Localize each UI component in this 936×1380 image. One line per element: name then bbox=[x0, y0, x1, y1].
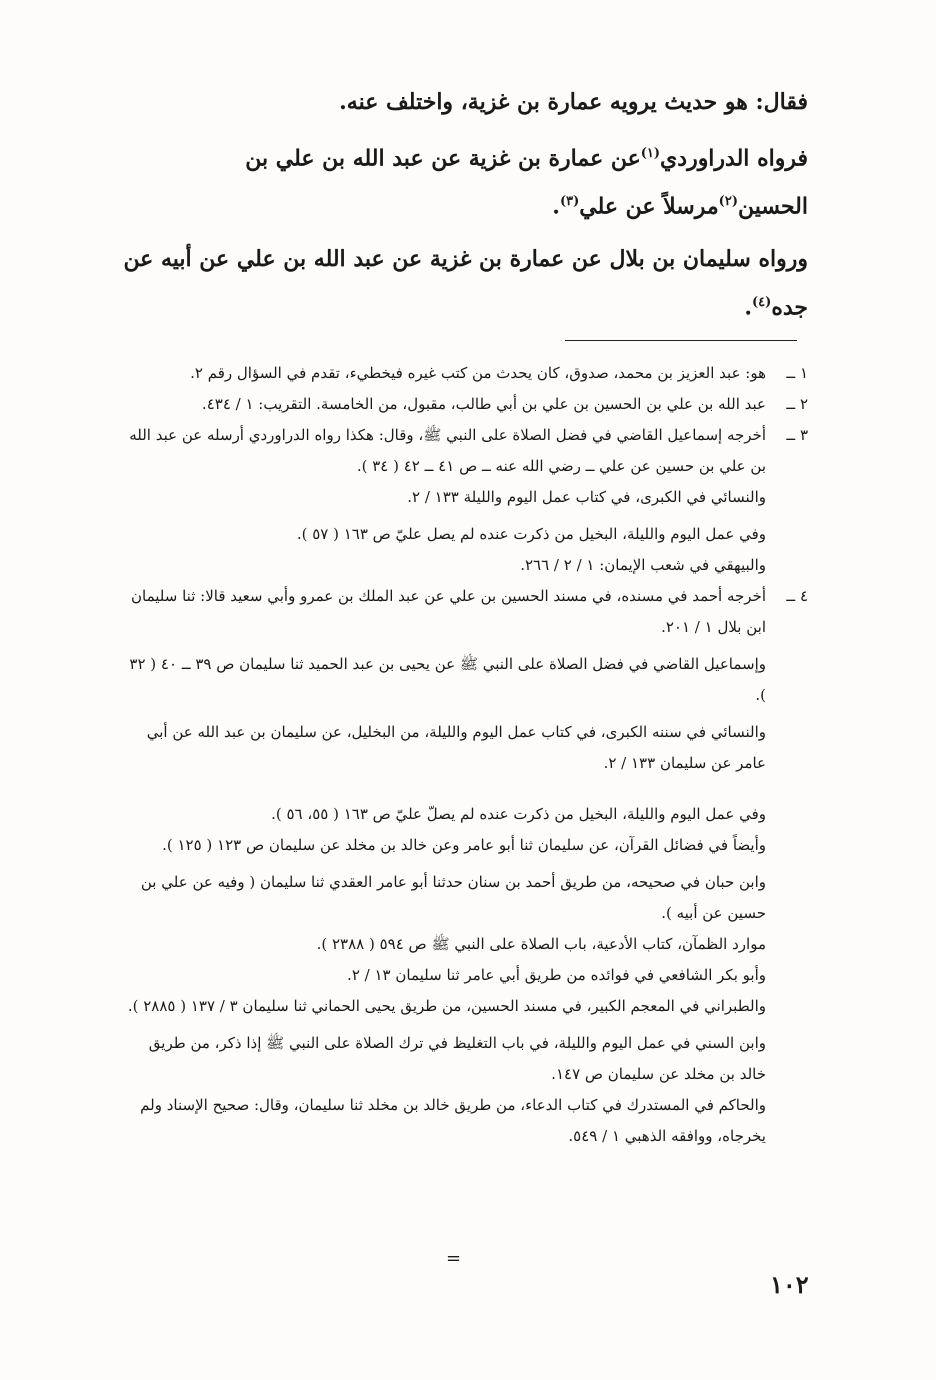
footnote-1 bbox=[118, 358, 808, 389]
footnote-4-continuation-9: وابن السني في عمل اليوم والليلة، في باب التغليظ في ترك الصلاة على النبي ﷺ إذا ذكر، من طريق خالد بن مخلد عن سليمان ص ١٤٧. bbox=[148, 1034, 766, 1083]
paragraph-1-text: فقال: هو حديث يرويه عمارة بن غزية، واختلف عنه. bbox=[339, 89, 808, 115]
paragraph-2 bbox=[108, 132, 808, 229]
main-text bbox=[108, 80, 808, 337]
footnote-3-continuation-2: وفي عمل اليوم والليلة، البخيل من ذكرت عنده لم يصل عليّ ص ١٦٣ ( ٥٧ ). bbox=[296, 525, 766, 543]
footnote-2 bbox=[118, 389, 808, 420]
page-number: ١٠٢ bbox=[770, 1270, 809, 1299]
footnote-4-continuation-7: وأبو بكر الشافعي في فوائده من طريق أبي عامر ثنا سليمان ١٣ / ٢. bbox=[347, 966, 766, 984]
footnote-3 bbox=[118, 420, 808, 482]
footnote-4-continuation-10: والحاكم في المستدرك في كتاب الدعاء، من طريق خالد بن مخلد ثنا سليمان، وقال: صحيح الإسناد ولم يخرجاه، ووافقه الذهبي ١ / ٥٤٩. bbox=[140, 1096, 766, 1145]
footnote-separator bbox=[565, 340, 797, 341]
footnote-4 bbox=[118, 581, 808, 643]
paragraph-3-text-b: . bbox=[744, 293, 753, 320]
paragraph-2-text-a: فرواه الدراوردي bbox=[660, 145, 808, 172]
footnote-4-continuation-3: وفي عمل اليوم والليلة، البخيل من ذكرت عنده لم يصلّ عليّ ص ١٦٣ ( ٥٥، ٥٦ ). bbox=[271, 805, 766, 823]
footnote-1-number: ١ ــ bbox=[786, 364, 808, 382]
footnote-4-continuation-4: وأيضاً في فضائل القرآن، عن سليمان ثنا أبو عامر وعن خالد بن مخلد عن سليمان ص ١٢٣ ( ١٢٥ ). bbox=[162, 836, 766, 854]
footnote-2-text: عبد الله بن علي بن الحسين بن علي بن أبي طالب، مقبول، من الخامسة. التقريب: ١ / ٤٣٤. bbox=[201, 395, 766, 413]
footnote-4-continuation-1: وإسماعيل القاضي في فضل الصلاة على النبي ﷺ عن يحيى بن عبد الحميد ثنا سليمان ص ٣٩ ــ ٤٠ ( ٣٢ ). bbox=[129, 655, 766, 704]
paragraph-2-text-b: عن عمارة بن غزية عن عبد الله بن علي بن الحسين bbox=[245, 145, 808, 220]
paragraph-2-text-d: . bbox=[552, 193, 560, 220]
footnote-4-continuation-5: وابن حبان في صحيحه، من طريق أحمد بن سنان حدثنا أبو عامر العقدي ثنا سليمان ( وفيه عن علي بن حسين عن أبيه ). bbox=[140, 873, 766, 922]
footnote-3-continuation-1: والنسائي في الكبرى، في كتاب عمل اليوم والليلة ١٣٣ / ٢. bbox=[407, 488, 766, 506]
footnote-4-continuation-2: والنسائي في سننه الكبرى، في كتاب عمل اليوم والليلة، من البخليل، عن سليمان بن عبد الله عن أبي عامر عن سليمان ١٣٣ / ٢. bbox=[146, 723, 766, 772]
footnote-ref-3[interactable]: (٣) bbox=[559, 194, 580, 210]
footnote-3-text: أخرجه إسماعيل القاضي في فضل الصلاة على النبي ﷺ، وقال: هكذا رواه الدراوردي أرسله عن عبد الله بن علي بن حسين عن علي ــ رضي الله عنه ــ ص ٤١ ــ ٤٢ ( ٣٤ ). bbox=[129, 426, 766, 475]
footnote-4-continuation-6: موارد الظمآن، كتاب الأدعية، باب الصلاة على النبي ﷺ ص ٥٩٤ ( ٢٣٨٨ ). bbox=[316, 935, 766, 953]
paragraph-2-text-c: مرسلاً عن علي bbox=[579, 193, 719, 220]
footnote-3-number: ٣ ــ bbox=[786, 426, 808, 444]
footnote-4-continuation-8: والطبراني في المعجم الكبير، في مسند الحسين، من طريق يحيى الحماني ثنا سليمان ٣ / ١٣٧ ( ٢٨٨٥ ). bbox=[127, 997, 766, 1015]
footnote-4-text: أخرجه أحمد في مسنده، في مسند الحسين بن علي عن عبد الملك بن عمرو وأبي سعيد قالا: ثنا سليمان ابن بلال ١ / ٢٠١. bbox=[131, 587, 766, 636]
footnote-ref-1[interactable]: (١) bbox=[640, 146, 661, 161]
paragraph-3 bbox=[108, 237, 808, 329]
paragraph-1 bbox=[108, 80, 808, 124]
footnotes bbox=[118, 358, 808, 1152]
footnote-ref-2[interactable]: (٢) bbox=[718, 194, 738, 210]
footnote-2-number: ٢ ــ bbox=[786, 395, 808, 413]
footnote-ref-4[interactable]: (٤) bbox=[752, 294, 772, 310]
footnote-1-text: هو: عبد العزيز بن محمد، صدوق، كان يحدث من كتب غيره فيخطيء، تقدم في السؤال رقم ٢. bbox=[190, 364, 766, 382]
continues-mark: = bbox=[446, 1248, 462, 1269]
footnote-3-continuation-3: والبيهقي في شعب الإيمان: ١ / ٢ / ٢٦٦. bbox=[520, 556, 766, 574]
paragraph-3-text-a: ورواه سليمان بن بلال عن عمارة بن غزية عن عبد الله بن علي عن أبيه عن جده bbox=[123, 245, 808, 320]
footnote-4-number: ٤ ــ bbox=[786, 587, 808, 605]
